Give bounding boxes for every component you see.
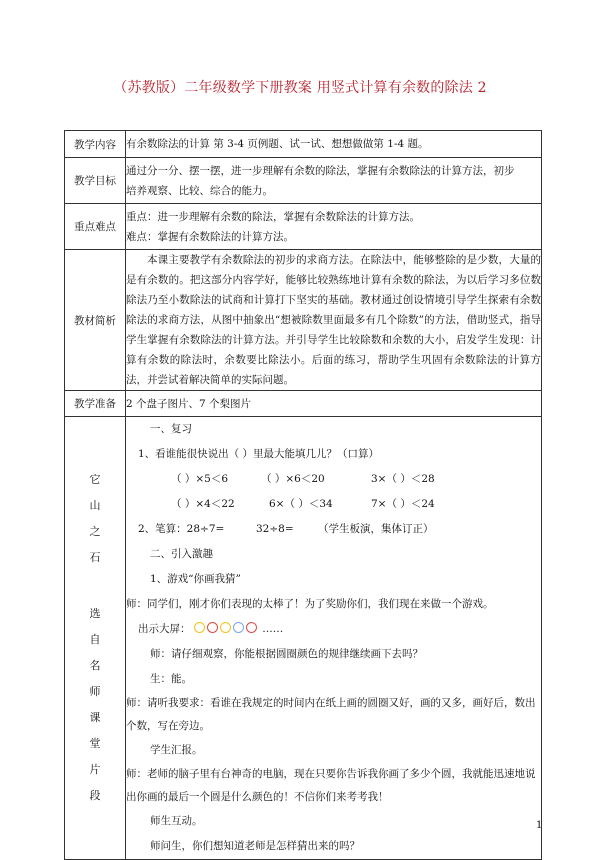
circle-icon bbox=[233, 622, 244, 633]
review-heading: 一、复习 bbox=[150, 423, 192, 435]
label-content: 教学内容 bbox=[65, 131, 126, 158]
oral-item: 3×（ ）＜28 bbox=[371, 473, 435, 485]
key-line-1: 重点：进一步理解有余数的除法，掌握有余数除法的计算方法。 bbox=[126, 210, 420, 223]
label-analysis: 教材简析 bbox=[65, 250, 126, 391]
content-text: 有余数除法的计算 第 3-4 页例题、试一试、想想做做第 1-4 题。 bbox=[126, 138, 429, 150]
key-line-2: 难点：掌握有余数除法的计算方法。 bbox=[126, 230, 294, 243]
written-item: 2、笔算：28÷7= bbox=[138, 523, 225, 535]
student-report: 学生汇报。 bbox=[150, 744, 203, 756]
teacher-line-1: 师：同学们，刚才你们表现的太棒了！为了奖励你们，我们现在来做一个游戏。 bbox=[126, 598, 494, 610]
circle-sequence bbox=[194, 623, 259, 635]
side-label bbox=[65, 417, 126, 860]
teacher-line-5: 师问生，你们想知道老师是怎样猜出来的吗？ bbox=[150, 840, 360, 852]
side-char: 课 bbox=[89, 711, 101, 724]
side-char: 名 bbox=[89, 659, 101, 672]
screen-line bbox=[126, 617, 541, 642]
written-item: 32÷8= bbox=[256, 523, 294, 535]
row-body bbox=[65, 417, 542, 860]
side-char: 师 bbox=[89, 685, 101, 698]
question-2 bbox=[126, 517, 541, 542]
written-note: （学生板演，集体订正） bbox=[318, 523, 434, 535]
row-analysis bbox=[65, 250, 542, 391]
screen-label: 出示大屏： bbox=[138, 623, 191, 635]
teacher-line-3: 师：请听我要求：看谁在我规定的时间内在纸上画的圆圈又好，画的又多，画好后，数出个数，写在旁边。 bbox=[126, 697, 536, 732]
oral-item: 6×（ ）＜34 bbox=[269, 498, 333, 510]
side-char: 它 bbox=[89, 473, 101, 486]
goal-line-1: 通过分一分、摆一摆，进一步理解有余数的除法，掌握有余数除法的计算方法，初步 bbox=[126, 164, 515, 177]
question-1: 1、看谁能很快说出（ ）里最大能填几儿？（口算） bbox=[138, 448, 380, 460]
row-content bbox=[65, 131, 542, 158]
prep-text: 2 个盘子图片、7 个梨图片 bbox=[126, 397, 252, 410]
oral-item: （ ）×4＜22 bbox=[171, 498, 235, 510]
circle-icon bbox=[246, 622, 257, 633]
side-char: 堂 bbox=[89, 737, 101, 750]
teacher-line-2: 师：请仔细观察，你能根据圆圈颜色的规律继续画下去吗？ bbox=[150, 648, 423, 660]
circle-icon bbox=[207, 622, 218, 633]
oral-row-1 bbox=[126, 467, 541, 492]
page-number: 1 bbox=[536, 820, 543, 831]
ellipsis: …… bbox=[262, 623, 284, 635]
lesson-body bbox=[126, 417, 542, 860]
oral-item: （ ）×6＜20 bbox=[261, 473, 325, 485]
game-title: 1、游戏“你画我猜” bbox=[150, 573, 241, 585]
label-prep: 教学准备 bbox=[65, 391, 126, 417]
lesson-plan-table bbox=[64, 130, 542, 860]
side-char: 段 bbox=[89, 789, 101, 802]
side-char: 片 bbox=[89, 763, 101, 776]
oral-item: （ ）×5＜6 bbox=[171, 473, 228, 485]
side-char: 选 bbox=[89, 607, 101, 620]
student-line-1: 生：能。 bbox=[150, 673, 192, 685]
row-key bbox=[65, 204, 542, 250]
row-prep bbox=[65, 391, 542, 417]
side-char: 石 bbox=[89, 551, 101, 564]
interaction-line: 师生互动。 bbox=[150, 815, 203, 827]
row-goal bbox=[65, 158, 542, 204]
circle-icon bbox=[220, 622, 231, 633]
intro-heading: 二、引入激趣 bbox=[150, 548, 213, 560]
side-char: 之 bbox=[89, 525, 101, 538]
label-key: 重点难点 bbox=[65, 204, 126, 250]
label-goal: 教学目标 bbox=[65, 158, 126, 204]
side-char: 自 bbox=[89, 633, 101, 646]
page-title: （苏教版）二年级数学下册教案 用竖式计算有余数的除法 2 bbox=[113, 80, 487, 96]
oral-item: 7×（ ）＜24 bbox=[371, 498, 435, 510]
circle-icon bbox=[194, 622, 205, 633]
oral-row-2 bbox=[126, 492, 541, 517]
side-char: 山 bbox=[89, 499, 101, 512]
teacher-line-4: 师：老师的脑子里有台神奇的电脑，现在只要你告诉我你画了多少个圆，我就能迅速地说出你画的最后一个圆是什么颜色的！不信你们来考考我！ bbox=[126, 768, 536, 803]
analysis-text: 本课主要教学有余数除法的初步的求商方法。在除法中，能够整除的是少数，大量的是有余数的。把这部分内容学好，能够比较熟练地计算有余数的除法，为以后学习多位数除法乃至小数除法的试商和计算打下坚实的基础。教材通过创设情境引导学生探索有余数除法的求商方法，从图中抽象出“想被除数里面最多有几个除数”的方法，借助竖式，指导学生掌握有余数除法的计算方法。并引导学生比较除数和余数的大小，启发学生发现：计算有余数的除法时，余数要比除法小。后面的练习，帮助学生巩固有余数除法的计算方法，并尝试着解决简单的实际问题。 bbox=[126, 254, 541, 386]
goal-line-2: 培养观察、比较、综合的能力。 bbox=[126, 184, 273, 197]
